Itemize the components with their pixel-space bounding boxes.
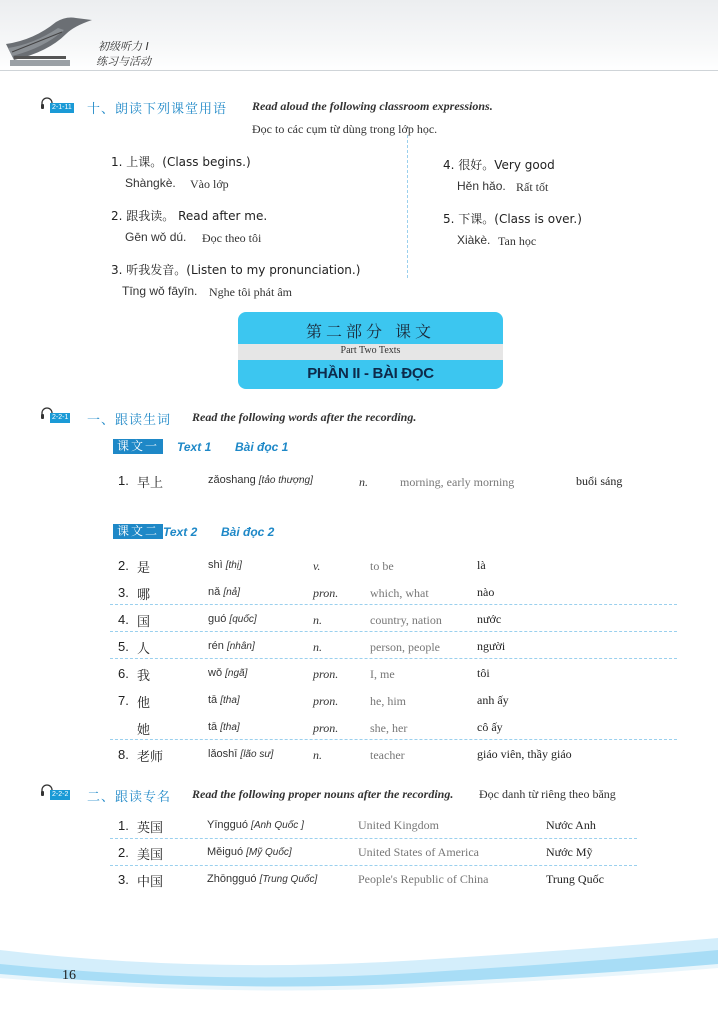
section-title-vn: Đọc to các cụm từ dùng trong lớp học.	[252, 122, 438, 136]
row-divider	[110, 865, 637, 866]
word-number: 5.	[118, 639, 129, 654]
word-vn: là	[477, 558, 486, 572]
word-pos: v.	[313, 559, 321, 573]
word-vn: giáo viên, thầy giáo	[477, 747, 572, 761]
word-vn: tôi	[477, 666, 490, 680]
word-hanzi: 早上	[137, 476, 164, 491]
text-tag: 课文二	[113, 524, 163, 539]
noun-vn: Trung Quốc	[546, 872, 604, 886]
word-vn: nước	[477, 612, 502, 626]
section-title-en: Read the following proper nouns after the recording.	[192, 787, 454, 801]
word-pos: n.	[313, 640, 322, 654]
expression-vn: Đọc theo tôi	[202, 231, 262, 245]
word-number: 4.	[118, 612, 129, 627]
text-label-vn: Bài đọc 2	[221, 525, 275, 539]
row-divider	[110, 739, 677, 740]
part-title-vn: PHẦN II - BÀI ĐỌC	[307, 365, 434, 382]
word-pinyin: nǎ [nả]	[208, 586, 240, 598]
noun-hanzi: 英国	[137, 821, 164, 836]
expression: 4. 很好。Very good	[443, 158, 555, 172]
section-title-en: Read aloud the following classroom expressions.	[252, 99, 493, 113]
header-title: 初级听力 I	[98, 40, 149, 53]
word-hanzi: 哪	[137, 588, 151, 603]
word-vn: cô ấy	[477, 720, 503, 734]
part-title-en: Part Two Texts	[340, 345, 401, 356]
noun-vn: Nước Mỹ	[546, 845, 593, 859]
section-title: 一、跟读生词	[87, 413, 172, 428]
word-en: I, me	[370, 667, 395, 681]
expression: 1. 上课。(Class begins.)	[111, 155, 251, 169]
noun-number: 1.	[118, 818, 129, 833]
word-hanzi: 是	[137, 561, 151, 576]
word-number: 8.	[118, 747, 129, 762]
word-number: 6.	[118, 666, 129, 681]
row-divider	[110, 604, 677, 605]
word-en: to be	[370, 559, 394, 573]
word-hanzi: 老师	[137, 750, 164, 765]
noun-pinyin: Zhōngguó [Trung Quốc]	[207, 873, 318, 885]
word-vn: người	[477, 639, 506, 653]
expression-pinyin: Xiàkè.	[457, 233, 491, 247]
expression-vn: Vào lớp	[190, 177, 229, 191]
part-title-cn: 第二部分 课文	[305, 322, 436, 341]
word-en: morning, early morning	[400, 475, 515, 489]
word-hanzi: 我	[137, 669, 151, 684]
track-badge[interactable]: 2-2-1	[52, 414, 69, 421]
word-vn: buổi sáng	[576, 474, 623, 488]
word-en: he, him	[370, 694, 406, 708]
word-pos: pron.	[313, 667, 339, 681]
header-subtitle: 练习与活动	[96, 55, 151, 68]
word-pinyin: shì [thị]	[208, 559, 242, 571]
page-number: 16	[62, 968, 76, 983]
noun-number: 3.	[118, 872, 129, 887]
noun-en: United Kingdom	[358, 818, 439, 832]
word-en: person, people	[370, 640, 440, 654]
word-pos: pron.	[313, 694, 339, 708]
section-title: 十、朗读下列课堂用语	[87, 102, 228, 117]
expression-pinyin: Gēn wǒ dú.	[125, 230, 187, 244]
word-pinyin: lǎoshī [lão sư]	[208, 748, 274, 760]
row-divider	[110, 838, 637, 839]
word-en: teacher	[370, 748, 405, 762]
section-title-vn: Đọc danh từ riêng theo băng	[479, 787, 616, 801]
word-vn: anh ấy	[477, 693, 509, 707]
word-pos: n.	[313, 748, 322, 762]
word-pinyin: zǎoshang [tảo thượng]	[208, 474, 313, 486]
word-pos: pron.	[313, 721, 339, 735]
footer-wave	[0, 930, 718, 1024]
section-title-en: Read the following words after the recording.	[192, 410, 417, 424]
word-hanzi: 国	[137, 615, 151, 630]
word-number: 2.	[118, 558, 129, 573]
expression-pinyin: Hěn hǎo.	[457, 179, 506, 193]
section-title: 二、跟读专名	[87, 790, 172, 805]
text-label: Text 1	[177, 440, 212, 454]
word-en: country, nation	[370, 613, 442, 627]
noun-number: 2.	[118, 845, 129, 860]
noun-hanzi: 美国	[137, 848, 164, 863]
noun-en: People's Republic of China	[358, 872, 489, 886]
column-divider	[407, 135, 408, 278]
row-divider	[110, 658, 677, 659]
track-badge[interactable]: 2-1-11	[52, 104, 72, 111]
expression-pinyin: Shàngkè.	[125, 176, 176, 190]
expression-vn: Rất tốt	[516, 180, 549, 194]
word-number: 7.	[118, 693, 129, 708]
expression-pinyin: Tīng wǒ fāyīn.	[122, 284, 198, 298]
word-number: 3.	[118, 585, 129, 600]
track-badge[interactable]: 2-2-2	[52, 791, 69, 798]
word-pos: pron.	[313, 586, 339, 600]
word-hanzi: 她	[137, 723, 151, 738]
word-pos: n.	[313, 613, 322, 627]
word-pinyin: tā [tha]	[208, 694, 240, 706]
expression-vn: Nghe tôi phát âm	[209, 285, 292, 299]
text-label-vn: Bài đọc 1	[235, 440, 289, 454]
pagoda-roof-icon	[4, 14, 96, 70]
noun-pinyin: Měiguó [Mỹ Quốc]	[207, 846, 292, 858]
text-label: Text 2	[163, 525, 198, 539]
word-pinyin: rén [nhân]	[208, 640, 255, 652]
word-en: she, her	[370, 721, 408, 735]
word-pinyin: tā [tha]	[208, 721, 240, 733]
word-pos: n.	[359, 475, 368, 489]
expression-vn: Tan học	[498, 234, 537, 248]
expression: 5. 下课。(Class is over.)	[443, 212, 582, 226]
word-pinyin: wǒ [ngã]	[208, 667, 248, 679]
word-pinyin: guó [quốc]	[208, 613, 257, 625]
part-two-banner	[238, 312, 503, 389]
noun-en: United States of America	[358, 845, 479, 859]
row-divider	[110, 631, 677, 632]
expression: 2. 跟我读。 Read after me.	[111, 209, 268, 223]
header-divider	[0, 70, 718, 71]
word-en: which, what	[370, 586, 429, 600]
noun-hanzi: 中国	[137, 875, 164, 890]
expression: 3. 听我发音。(Listen to my pronunciation.)	[111, 263, 361, 277]
noun-vn: Nước Anh	[546, 818, 596, 832]
noun-pinyin: Yīngguó [Anh Quốc ]	[207, 819, 304, 831]
word-hanzi: 人	[137, 642, 151, 657]
text-tag: 课文一	[113, 439, 163, 454]
word-hanzi: 他	[137, 696, 151, 711]
word-vn: nào	[477, 585, 495, 599]
word-number: 1.	[118, 473, 129, 488]
